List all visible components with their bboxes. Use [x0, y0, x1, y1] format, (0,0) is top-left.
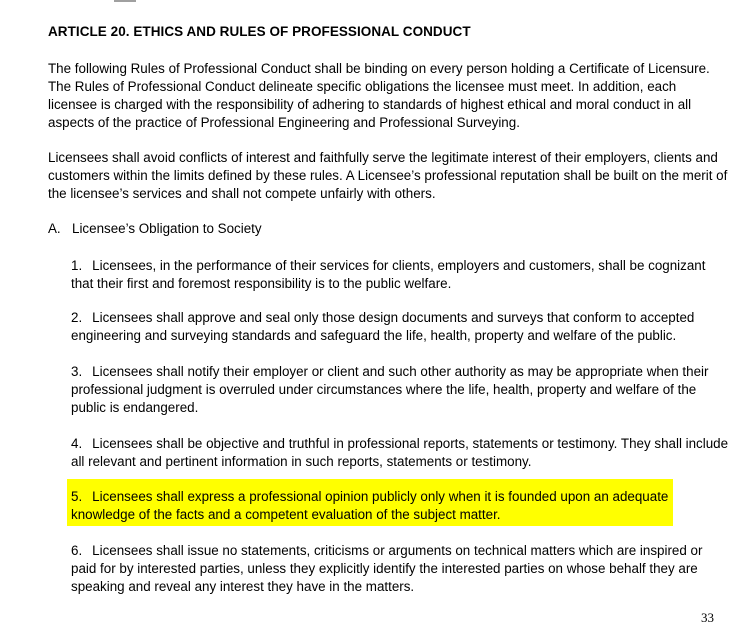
intro-paragraph-1: The following Rules of Professional Conduct shall be binding on every person holding a Certificate of Licensure. The Rules of Professional Conduct delineate specific obligations the licensee must meet. In addition, each licensee is charged with the responsibility of adhering to standards of highest ethical and moral conduct in all aspects of the practice of Professional Engineering and Professional Surveying. — [48, 61, 710, 130]
rule-item-4 — [71, 435, 731, 471]
rule-item-1 — [71, 257, 731, 293]
rule-text: Licensees shall approve and seal only those design documents and surveys that conform to accepted engineering and surveying standards and safeguard the life, health, property and welfare of the public. — [71, 310, 695, 343]
rule-number: 1. — [71, 258, 83, 273]
rule-item-3 — [71, 363, 731, 417]
rule-number: 3. — [71, 364, 83, 379]
rule-text: Licensees shall notify their employer or client and such other authority as may be appropriate when their professional judgment is overruled under circumstances where the life, health, property and welfare of the public is endangered. — [71, 364, 709, 415]
rule-text: Licensees, in the performance of their services for clients, employers and customers, shall be cognizant that their first and foremost responsibility is to the public welfare. — [71, 258, 706, 291]
section-heading — [48, 220, 262, 238]
rule-item-2 — [71, 309, 731, 345]
rule-item-6 — [71, 542, 731, 596]
intro-paragraph-2: Licensees shall avoid conflicts of interest and faithfully serve the legitimate interest of their employers, clients and customers within the limits defined by these rules. A Licensee’s professional reputation shall be built on the merit of the licensee’s services and shall not compete unfairly with others. — [48, 150, 728, 201]
section-letter: A. — [48, 221, 61, 236]
rule-number: 5. — [71, 489, 83, 504]
rule-item-5-highlighted — [71, 488, 731, 524]
rule-number: 6. — [71, 543, 83, 558]
article-title: ARTICLE 20. ETHICS AND RULES OF PROFESSIONAL CONDUCT — [48, 24, 471, 39]
rule-text: Licensees shall express a professional opinion publicly only when it is founded upon an adequate knowledge of the facts and a competent evaluation of the subject matter. — [71, 489, 669, 522]
rule-text: Licensees shall issue no statements, criticisms or arguments on technical matters which are inspired or paid for by interested parties, unless they explicitly identify the interested parties on whose behalf they are speaking and reveal any interest they have in the matters. — [71, 543, 703, 594]
rule-number: 4. — [71, 436, 83, 451]
top-rule-fragment — [114, 0, 136, 2]
section-title: Licensee’s Obligation to Society — [72, 221, 262, 236]
rule-number: 2. — [71, 310, 83, 325]
rule-text: Licensees shall be objective and truthful in professional reports, statements or testimony. They shall include all relevant and pertinent information in such reports, statements or testimony. — [71, 436, 729, 469]
page-number: 33 — [701, 610, 714, 625]
